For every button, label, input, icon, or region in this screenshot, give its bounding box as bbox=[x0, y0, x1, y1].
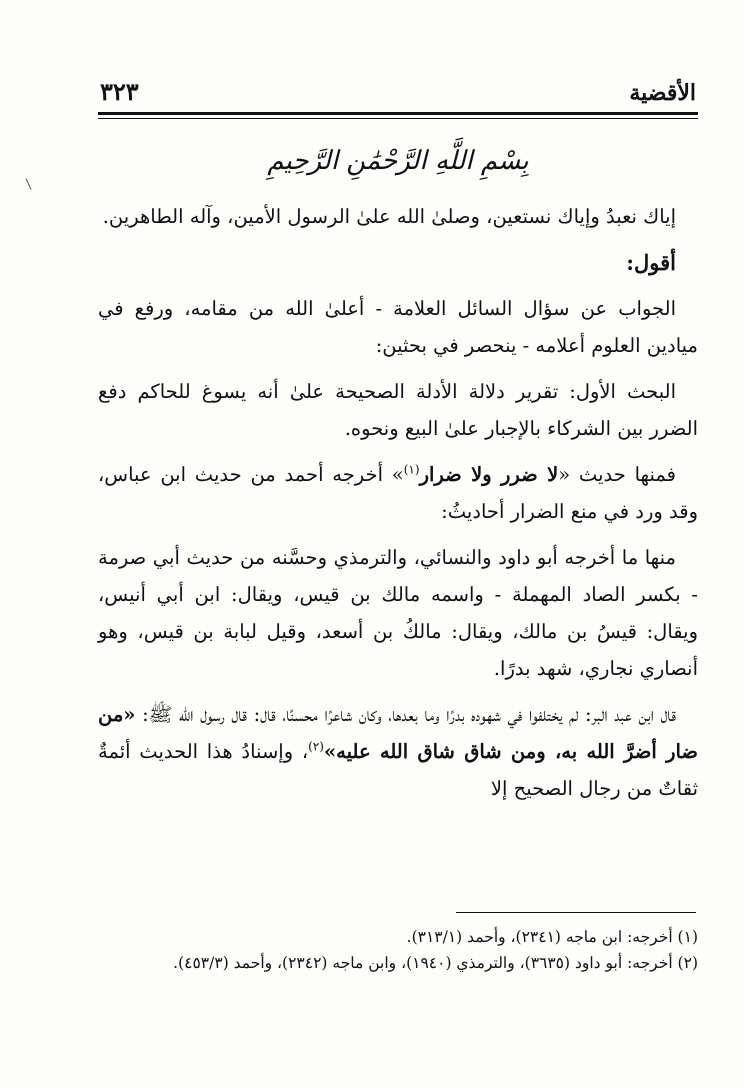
basmala: بِسْمِ اللَّهِ الرَّحْمَٰنِ الرَّحِيمِ bbox=[267, 146, 529, 176]
header-rule-thick bbox=[98, 112, 698, 115]
hadith-quote: لا ضرر ولا ضرار bbox=[419, 463, 559, 486]
paragraph-answer: الجواب عن سؤال السائل العلامة - أعلىٰ الله من مقامه، ورفع في ميادين العلوم أعلامه - ينحصر في بحثين: bbox=[98, 297, 698, 357]
footnote-ref-2: (٢) bbox=[308, 739, 324, 754]
paragraph-hadith bbox=[98, 456, 698, 530]
text-segment: ، وإسنادُ هذا الحديث أئمةٌ ثقاتٌ من رجال الصحيح إلا bbox=[98, 740, 698, 800]
paragraph-opening: إياك نعبدُ وإياك نستعين، وصلىٰ الله علىٰ الرسول الأمين، وآله الطاهرين. bbox=[102, 205, 676, 228]
footnote-rule bbox=[456, 912, 696, 913]
footnote-ref-1: (١) bbox=[403, 462, 420, 477]
text-segment: قال ابن عبد البر: لم يختلفوا في شهوده بدرًا وما بعدها، وكان شاعرًا محسنًا، قال: قال رسول الله ﷺ: bbox=[135, 703, 676, 726]
text-segment: » أخرجه أحمد من حديث ابن عباس، وقد ورد في منع الضرار أحاديثُ: bbox=[98, 463, 698, 523]
paragraph-ibn-abd-albarr bbox=[98, 696, 698, 807]
paragraph-first-topic: البحث الأول: تقرير دلالة الأدلة الصحيحة علىٰ أنه يسوغ للحاكم دفع الضرر بين الشركاء بالإجبار علىٰ البيع ونحوه. bbox=[98, 380, 698, 440]
header-rule-thin bbox=[98, 118, 698, 119]
hadith-quote: «من ضار أضرَّ الله به، ومن شاق شاق الله عليه» bbox=[98, 703, 698, 763]
footnote-1: (١) أخرجه: ابن ماجه (٢٣٤١)، وأحمد (٣١٣/١). bbox=[406, 928, 698, 946]
footnotes bbox=[98, 924, 698, 976]
scan-mark bbox=[26, 178, 32, 189]
section-heading: أقول: bbox=[626, 250, 676, 275]
text-segment: فمنها حديث « bbox=[558, 463, 676, 486]
footnote-2: (٢) أخرجه: أبو داود (٣٦٣٥)، والترمذي (١٩٤٠)، وابن ماجه (٢٣٤٢)، وأحمد (٤٥٣/٣). bbox=[173, 954, 698, 972]
page-header bbox=[100, 66, 696, 106]
page-number: ٣٢٣ bbox=[100, 77, 139, 106]
main-text bbox=[98, 198, 698, 816]
running-title: الأقضية bbox=[629, 80, 696, 106]
paragraph-narration: منها ما أخرجه أبو داود والنسائي، والترمذي وحسَّنه من حديث أبي صرمة - بكسر الصاد المهملة - واسمه مالك بن قيس، ويقال: ابن أبي أنيس، ويقال: قيسُ بن مالك، ويقال: مالكُ بن أسعد، وقيل لبابة بن قيس، وهو أنصاري نجاري، شهد بدرًا. bbox=[98, 546, 698, 680]
